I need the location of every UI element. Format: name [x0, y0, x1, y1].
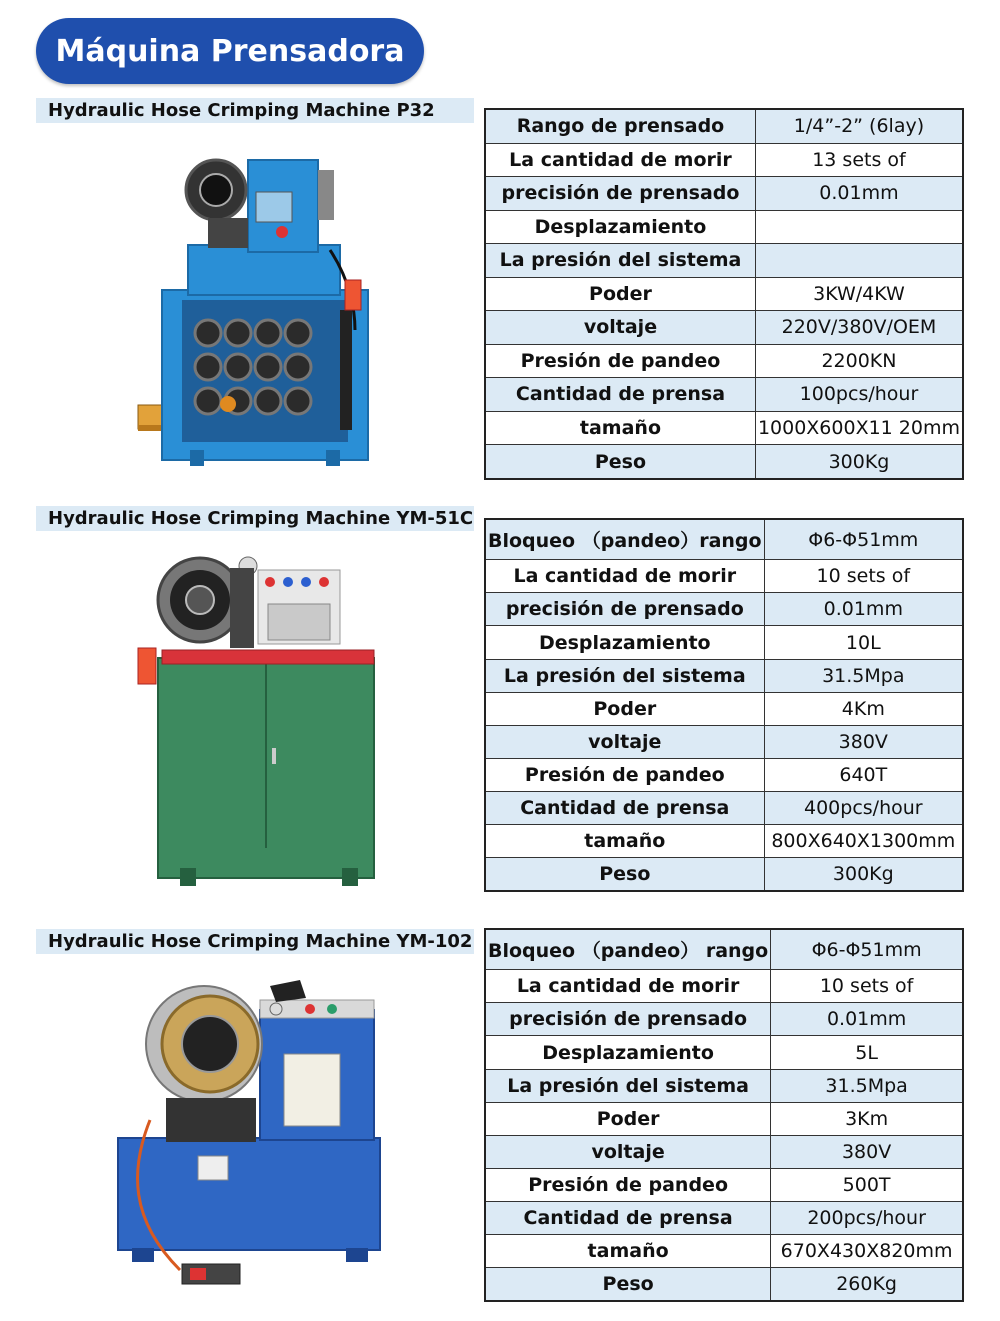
table-row [485, 1234, 963, 1267]
spec-value: 640T [764, 758, 963, 791]
spec-key: Peso [485, 1267, 771, 1301]
spec-value: 1000X600X11 20mm [755, 411, 963, 445]
spec-value: 380V [771, 1135, 963, 1168]
spec-key: Rango de prensado [485, 109, 755, 143]
spec-key: Cantidad de prensa [485, 378, 755, 412]
table-row [485, 1102, 963, 1135]
table-row [485, 277, 963, 311]
spec-key: Bloqueo （pandeo） rango [485, 929, 771, 970]
table-row [485, 378, 963, 412]
spec-key: La cantidad de morir [485, 143, 755, 177]
spec-key: La cantidad de morir [485, 970, 771, 1003]
table-row [485, 791, 963, 824]
table-row [485, 143, 963, 177]
spec-value: 500T [771, 1168, 963, 1201]
spec-key: La cantidad de morir [485, 560, 764, 593]
spec-value: 400pcs/hour [764, 791, 963, 824]
spec-value: 0.01mm [771, 1003, 963, 1036]
table-row [485, 857, 963, 891]
table-row [485, 626, 963, 659]
table-row [485, 445, 963, 479]
table-row [485, 1267, 963, 1301]
spec-key: Presión de pandeo [485, 758, 764, 791]
spec-key: Poder [485, 1102, 771, 1135]
spec-value: Φ6-Φ51mm [771, 929, 963, 970]
table-row [485, 311, 963, 345]
machine-1-spec-table [484, 108, 964, 480]
spec-key: Desplazamiento [485, 1036, 771, 1069]
spec-key: Cantidad de prensa [485, 1201, 771, 1234]
spec-value: 13 sets of [755, 143, 963, 177]
spec-value: Φ6-Φ51mm [764, 519, 963, 560]
table-row [485, 824, 963, 857]
machine-2-image [130, 548, 380, 893]
spec-value: 3Km [771, 1102, 963, 1135]
spec-key: La presión del sistema [485, 1069, 771, 1102]
spec-value: 380V [764, 725, 963, 758]
table-row [485, 659, 963, 692]
table-row [485, 109, 963, 143]
spec-value: 260Kg [771, 1267, 963, 1301]
table-row [485, 725, 963, 758]
spec-key: Poder [485, 277, 755, 311]
spec-key: tamaño [485, 411, 755, 445]
spec-value: 31.5Mpa [764, 659, 963, 692]
spec-key: tamaño [485, 1234, 771, 1267]
table-row [485, 1135, 963, 1168]
table-row [485, 344, 963, 378]
spec-value: 10 sets of [764, 560, 963, 593]
spec-key: Presión de pandeo [485, 1168, 771, 1201]
spec-value: 2200KN [755, 344, 963, 378]
spec-key: tamaño [485, 824, 764, 857]
spec-value: 10 sets of [771, 970, 963, 1003]
spec-key: voltaje [485, 1135, 771, 1168]
spec-value [755, 244, 963, 278]
machine-2-label: Hydraulic Hose Crimping Machine YM-51C [36, 506, 474, 531]
spec-key: precisión de prensado [485, 1003, 771, 1036]
table-row [485, 177, 963, 211]
spec-value: 31.5Mpa [771, 1069, 963, 1102]
spec-key: Bloqueo （pandeo）rango [485, 519, 764, 560]
spec-value: 3KW/4KW [755, 277, 963, 311]
page-banner [36, 18, 424, 84]
spec-key: precisión de prensado [485, 177, 755, 211]
table-row [485, 929, 963, 970]
table-row [485, 411, 963, 445]
spec-key: precisión de prensado [485, 593, 764, 626]
machine-1-label: Hydraulic Hose Crimping Machine P32 [36, 98, 474, 123]
spec-key: Presión de pandeo [485, 344, 755, 378]
spec-value [755, 210, 963, 244]
table-row [485, 1069, 963, 1102]
spec-value: 300Kg [755, 445, 963, 479]
spec-value: 5L [771, 1036, 963, 1069]
machine-3-label: Hydraulic Hose Crimping Machine YM-102 [36, 929, 474, 954]
spec-value: 0.01mm [755, 177, 963, 211]
spec-key: Desplazamiento [485, 210, 755, 244]
machine-3-spec-table [484, 928, 964, 1302]
spec-key: voltaje [485, 311, 755, 345]
table-row [485, 1168, 963, 1201]
table-row [485, 210, 963, 244]
spec-key: La presión del sistema [485, 244, 755, 278]
spec-key: La presión del sistema [485, 659, 764, 692]
spec-key: Poder [485, 692, 764, 725]
spec-value: 10L [764, 626, 963, 659]
spec-value: 100pcs/hour [755, 378, 963, 412]
table-row [485, 1036, 963, 1069]
spec-value: 220V/380V/OEM [755, 311, 963, 345]
machine-1-image [130, 150, 380, 470]
machine-2-spec-table [484, 518, 964, 892]
machine-3-image [110, 980, 390, 1290]
table-row [485, 593, 963, 626]
table-row [485, 519, 963, 560]
spec-value: 800X640X1300mm [764, 824, 963, 857]
spec-value: 200pcs/hour [771, 1201, 963, 1234]
spec-value: 1/4”-2” (6lay) [755, 109, 963, 143]
table-row [485, 692, 963, 725]
table-row [485, 758, 963, 791]
spec-value: 300Kg [764, 857, 963, 891]
table-row [485, 970, 963, 1003]
spec-key: Peso [485, 445, 755, 479]
table-row [485, 244, 963, 278]
spec-value: 0.01mm [764, 593, 963, 626]
page-title: Máquina Prensadora [55, 33, 405, 69]
table-row [485, 1201, 963, 1234]
table-row [485, 560, 963, 593]
spec-value: 4Km [764, 692, 963, 725]
spec-key: Cantidad de prensa [485, 791, 764, 824]
table-row [485, 1003, 963, 1036]
spec-value: 670X430X820mm [771, 1234, 963, 1267]
spec-key: voltaje [485, 725, 764, 758]
spec-key: Desplazamiento [485, 626, 764, 659]
spec-key: Peso [485, 857, 764, 891]
